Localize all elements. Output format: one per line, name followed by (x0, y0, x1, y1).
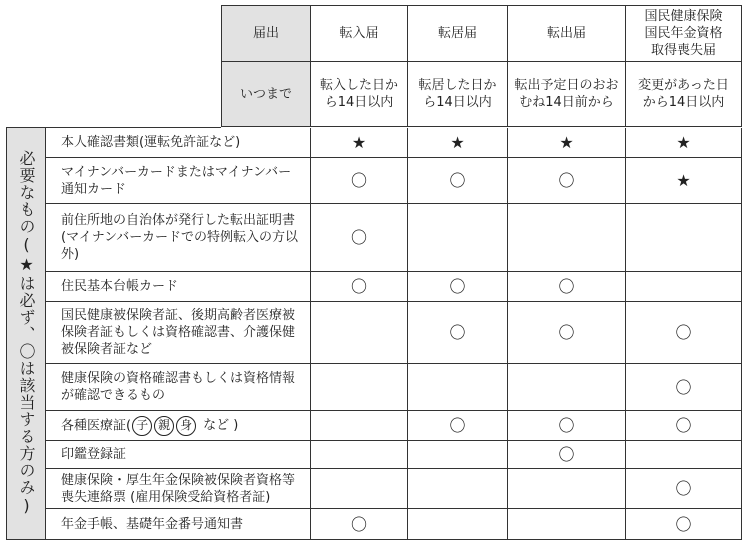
applicable-circle-mark: 〇 (508, 302, 626, 364)
empty-mark-cell (508, 469, 626, 509)
row-item-label: 印鑑登録証 (46, 441, 311, 469)
empty-mark-cell (408, 204, 508, 272)
applicable-circle-mark: 〇 (508, 441, 626, 469)
row-item-label: 健康保険の資格確認書もしくは資格情報が確認できるもの (46, 364, 311, 411)
column-header-tenkyo: 転居届 (408, 6, 508, 62)
applicable-circle-mark: 〇 (408, 411, 508, 441)
column-header-tennyu: 転入届 (311, 6, 408, 62)
circled-badge: 子 (132, 416, 152, 436)
empty-mark-cell (311, 411, 408, 441)
applicable-circle-mark: 〇 (626, 411, 742, 441)
header-label-itsumade: いつまで (222, 62, 311, 127)
empty-mark-cell (311, 302, 408, 364)
required-star-mark: ★ (626, 128, 742, 158)
empty-mark-cell (311, 469, 408, 509)
applicable-circle-mark: 〇 (626, 509, 742, 540)
applicable-circle-mark: 〇 (311, 272, 408, 302)
circled-badge: 親 (154, 416, 174, 436)
required-star-mark: ★ (408, 128, 508, 158)
row-item-label: 国民健康被保険者証、後期高齢者医療被保険者証もしくは資格確認書、介護保健被保険者証など (46, 302, 311, 364)
row-item-label: 住民基本台帳カード (46, 272, 311, 302)
empty-mark-cell (311, 364, 408, 411)
applicable-circle-mark: 〇 (508, 272, 626, 302)
empty-mark-cell (408, 441, 508, 469)
column-header-kokuho: 国民健康保険国民年金資格取得喪失届 (626, 6, 742, 62)
required-star-mark: ★ (508, 128, 626, 158)
row-item-label: 前住所地の自治体が発行した転出証明書(マイナンバーカードでの特例転入の方以外) (46, 204, 311, 272)
empty-mark-cell (626, 204, 742, 272)
side-label-required: 必要なもの(★は必ず、〇は該当する方のみ) (7, 128, 46, 540)
applicable-circle-mark: 〇 (508, 158, 626, 204)
row-item-label: 本人確認書類(運転免許証など) (46, 128, 311, 158)
empty-mark-cell (311, 441, 408, 469)
item-suffix: など ) (203, 418, 239, 433)
item-prefix: 各種医療証( (61, 418, 132, 433)
applicable-circle-mark: 〇 (408, 158, 508, 204)
empty-mark-cell (408, 509, 508, 540)
deadline-tennyu: 転入した日から14日以内 (311, 62, 408, 127)
required-star-mark: ★ (626, 158, 742, 204)
empty-mark-cell (626, 441, 742, 469)
empty-mark-cell (508, 204, 626, 272)
row-item-label (46, 411, 311, 441)
applicable-circle-mark: 〇 (311, 509, 408, 540)
deadline-kokuho: 変更があった日から14日以内 (626, 62, 742, 127)
row-item-label: 健康保険・厚生年金保険被保険者資格等喪失連絡票 (雇用保険受給資格者証) (46, 469, 311, 509)
empty-mark-cell (408, 364, 508, 411)
applicable-circle-mark: 〇 (408, 302, 508, 364)
deadline-tenshutsu: 転出予定日のおおむね14日前から (508, 62, 626, 127)
applicable-circle-mark: 〇 (626, 302, 742, 364)
circled-badge: 身 (176, 416, 196, 436)
applicable-circle-mark: 〇 (626, 469, 742, 509)
empty-mark-cell (508, 509, 626, 540)
empty-mark-cell (408, 469, 508, 509)
item-text (61, 416, 238, 436)
row-item-label: マイナンバーカードまたはマイナンバー通知カード (46, 158, 311, 204)
row-item-label: 年金手帳、基礎年金番号通知書 (46, 509, 311, 540)
empty-mark-cell (508, 364, 626, 411)
required-star-mark: ★ (311, 128, 408, 158)
applicable-circle-mark: 〇 (408, 272, 508, 302)
applicable-circle-mark: 〇 (626, 364, 742, 411)
applicable-circle-mark: 〇 (311, 204, 408, 272)
applicable-circle-mark: 〇 (508, 411, 626, 441)
column-header-tenshutsu: 転出届 (508, 6, 626, 62)
deadline-tenkyo: 転居した日から14日以内 (408, 62, 508, 127)
applicable-circle-mark: 〇 (311, 158, 408, 204)
empty-mark-cell (626, 272, 742, 302)
header-label-todokede: 届出 (222, 6, 311, 62)
